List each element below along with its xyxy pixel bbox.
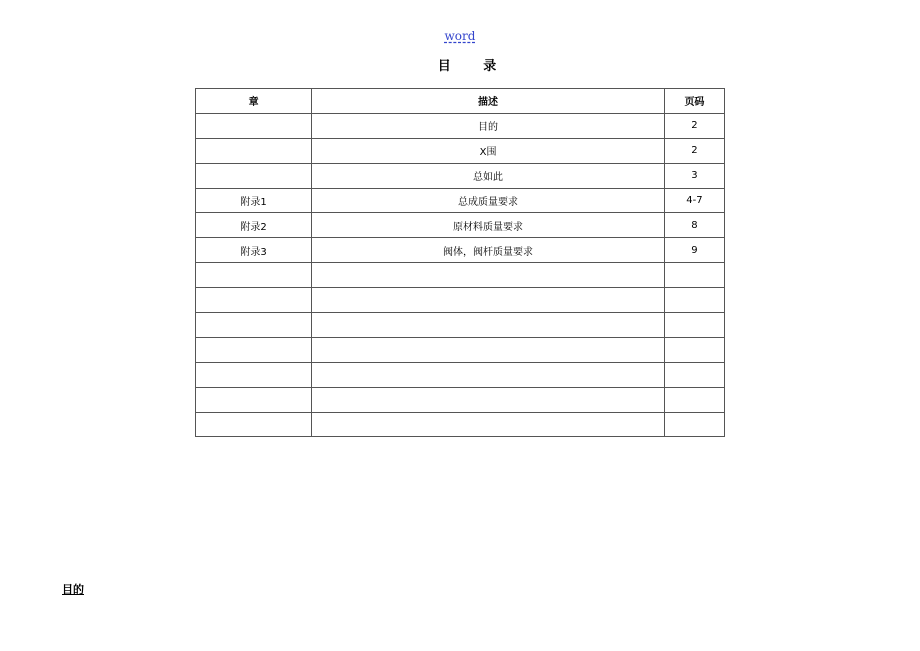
description-column-header: 描述: [312, 89, 665, 114]
table-row: [196, 313, 725, 338]
chapter-cell: [196, 362, 312, 387]
description-cell: 原材料质量要求: [312, 213, 665, 238]
description-cell: X围: [312, 138, 665, 163]
chapter-cell: [196, 138, 312, 163]
description-cell: 总如此: [312, 163, 665, 188]
table-row: [196, 138, 725, 163]
table-row: [196, 337, 725, 362]
page-column-header: 页码: [664, 89, 724, 114]
chapter-cell: [196, 387, 312, 412]
description-cell: [312, 313, 665, 338]
description-cell: [312, 288, 665, 313]
chapter-cell: [196, 163, 312, 188]
page-cell: 2: [664, 113, 724, 138]
toc-header-row: [196, 89, 725, 114]
section-heading: 目的: [62, 583, 84, 596]
chapter-column-header: 章: [196, 89, 312, 114]
page-cell: 3: [664, 163, 724, 188]
description-cell: 阀体，阀杆质量要求: [312, 238, 665, 263]
table-row: [196, 412, 725, 437]
table-row: [196, 263, 725, 288]
description-cell: 总成质量要求: [312, 188, 665, 213]
table-row: [196, 213, 725, 238]
chapter-cell: 附录3: [196, 238, 312, 263]
chapter-cell: 附录1: [196, 188, 312, 213]
table-row: [196, 387, 725, 412]
table-row: [196, 288, 725, 313]
description-cell: [312, 337, 665, 362]
description-cell: [312, 362, 665, 387]
page-cell: [664, 362, 724, 387]
page-cell: [664, 387, 724, 412]
description-cell: 目的: [312, 113, 665, 138]
description-cell: [312, 263, 665, 288]
description-cell: [312, 412, 665, 437]
page-cell: [664, 412, 724, 437]
table-row: [196, 113, 725, 138]
page-cell: [664, 288, 724, 313]
description-cell: [312, 387, 665, 412]
table-row: [196, 362, 725, 387]
chapter-cell: [196, 113, 312, 138]
page-cell: [664, 263, 724, 288]
chapter-cell: [196, 412, 312, 437]
chapter-cell: 附录2: [196, 213, 312, 238]
page-title: 目 录: [437, 59, 511, 74]
chapter-cell: [196, 288, 312, 313]
toc-body: [196, 113, 725, 437]
page-cell: 4-7: [664, 188, 724, 213]
header-word-link[interactable]: [0, 29, 920, 43]
chapter-cell: [196, 263, 312, 288]
table-row: [196, 238, 725, 263]
page-cell: 9: [664, 238, 724, 263]
chapter-cell: [196, 337, 312, 362]
page-cell: 2: [664, 138, 724, 163]
page-cell: [664, 337, 724, 362]
header-link-text[interactable]: word: [444, 29, 476, 43]
table-row: [196, 163, 725, 188]
table-row: [196, 188, 725, 213]
page-cell: [664, 313, 724, 338]
chapter-cell: [196, 313, 312, 338]
toc-table: [195, 88, 725, 437]
page-cell: 8: [664, 213, 724, 238]
